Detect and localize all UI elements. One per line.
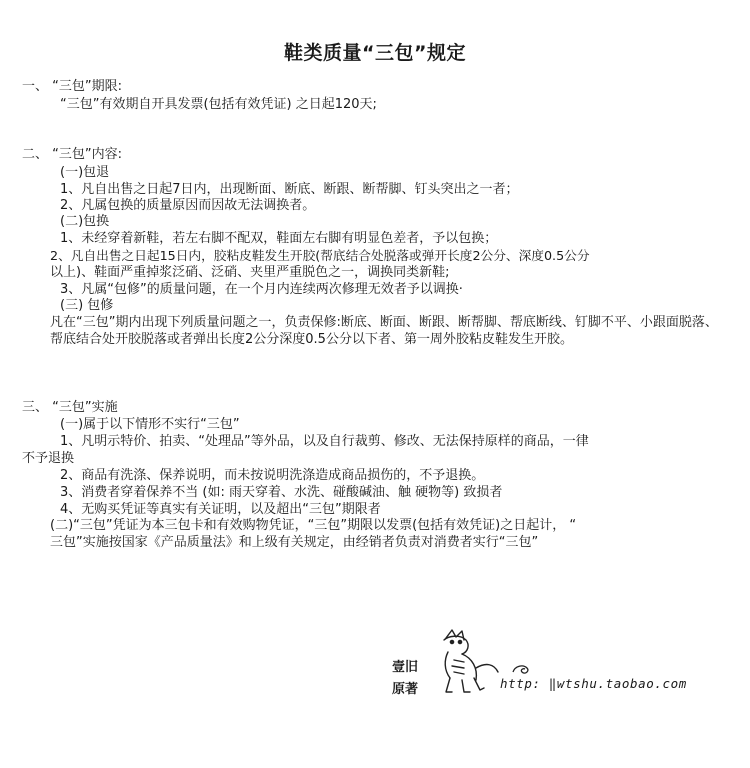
page-title: 鞋类质量“三包”规定 bbox=[284, 42, 466, 64]
section1-heading: 一、 “三包”期限: bbox=[22, 79, 122, 94]
logo-text-bottom: 原著 bbox=[392, 682, 419, 697]
swirl-icon bbox=[510, 662, 536, 676]
section3-item1-line1: 1、凡明示特价、拍卖、“处理品”等外品，以及自行裁剪、修改、无法保持原样的商品，一律 bbox=[60, 434, 589, 449]
section3-item1-line2: 不予退换 bbox=[22, 451, 75, 466]
section2-sub2-item3: 3、凡属“包修”的质量问题，在一个月内连续两次修理无效者予以调换· bbox=[60, 282, 463, 297]
shop-url[interactable]: http: ‖wtshu.taobao.com bbox=[500, 676, 687, 691]
section2-sub1-item1: 1、凡自出售之日起7日内，出现断面、断底、断跟、断帮脚、钉头突出之一者； bbox=[60, 182, 519, 197]
section2-heading: 二、 “三包”内容: bbox=[22, 147, 122, 162]
section3-item4: 4、无购买凭证等真实有关证明，以及超出“三包”期限者 bbox=[60, 502, 381, 517]
section2-sub2-item1: 1、未经穿着新鞋，若左右脚不配双，鞋面左右脚有明显色差者，予以包换； bbox=[60, 231, 498, 246]
section2-sub2-item2-line1: 2、凡自出售之日起15日内，胶粘皮鞋发生开胶(帮底结合处脱落或弹开长度2公分、深度0.5公分 bbox=[50, 248, 590, 263]
section1-line1: “三包”有效期自开具发票(包括有效凭证) 之日起120天; bbox=[60, 97, 377, 112]
logo-text-top: 壹旧 bbox=[392, 660, 419, 675]
section3-sub2-line2: 三包”实施按国家《产品质量法》和上级有关规定，由经销者负责对消费者实行“三包” bbox=[50, 535, 539, 550]
section2-sub2-item2-line2: 以上)、鞋面严重掉浆泛硝、泛硝、夹里严重脱色之一，调换同类新鞋; bbox=[50, 265, 450, 280]
section2-sub2-title: (二)包换 bbox=[60, 214, 110, 229]
section2-sub3-title: (三) 包修 bbox=[60, 298, 114, 313]
section2-sub1-title: (一)包退 bbox=[60, 165, 110, 180]
section3-item3: 3、消费者穿着保养不当 (如: 雨天穿着、水洗、碰酸碱油、触 硬物等) 致损者 bbox=[60, 485, 503, 500]
section2-sub1-item2: 2、凡属包换的质量原因而因故无法调换者。 bbox=[60, 198, 316, 213]
section3-heading: 三、 “三包”实施 bbox=[22, 400, 118, 415]
section2-sub3-paragraph: 凡在“三包”期内出现下列质量问题之一，负责保修:断底、断面、断跟、断帮脚、帮底断线、钉脚不平、小跟面脱落、帮底结合处开胶脱落或者弹出长度2公分深度0.5公分以下者、第一周外胶粘皮鞋发生开胶。 bbox=[50, 315, 718, 347]
section3-sub1-title: (一)属于以下情形不实行“三包” bbox=[60, 417, 240, 432]
section3-sub2-line1: (二)“三包”凭证为本三包卡和有效购物凭证，“三包”期限以发票(包括有效凭证)之日起计， “ bbox=[50, 518, 577, 533]
section3-item2: 2、商品有洗涤、保养说明，而未按说明洗涤造成商品损伤的，不予退换。 bbox=[60, 468, 485, 483]
